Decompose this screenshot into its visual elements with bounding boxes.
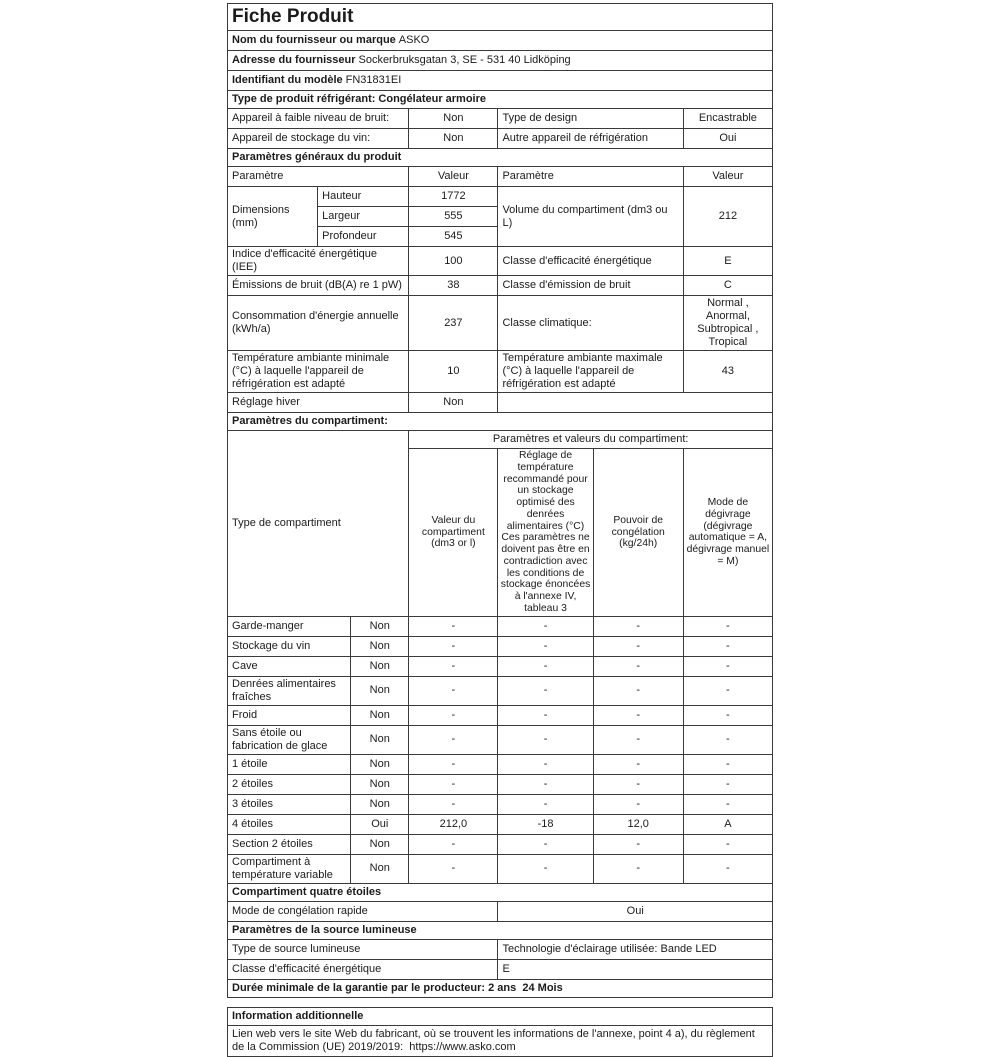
compartment-label: Compartiment à température variable — [228, 854, 351, 883]
compartment-defrost: - — [683, 754, 772, 774]
general-label: Température ambiante minimale (°C) à laquelle l'appareil de réfrigération est adapté — [228, 351, 409, 393]
compartment-volume: 212,0 — [409, 814, 498, 834]
compartment-type-header: Type de compartiment — [228, 431, 409, 617]
light-label: Classe d'efficacité énergétique — [228, 959, 498, 979]
compartment-freeze: - — [593, 656, 683, 676]
volume-value: 212 — [683, 187, 772, 247]
general-value: 10 — [409, 351, 498, 393]
section-light-row — [228, 921, 773, 939]
compartment-subheader: Paramètres et valeurs du compartiment: — [409, 431, 773, 449]
additional-info-title: Information additionnelle — [228, 1007, 773, 1025]
compartment-volume: - — [409, 705, 498, 725]
compartment-defrost: - — [683, 616, 772, 636]
compartment-label: Stockage du vin — [228, 636, 351, 656]
general-value: 237 — [409, 296, 498, 351]
compartment-label: 1 étoile — [228, 754, 351, 774]
compartment-row — [228, 794, 773, 814]
product-type-label: Type de produit réfrigérant: — [232, 93, 376, 106]
warranty-row — [228, 979, 773, 997]
compartment-present: Non — [351, 705, 409, 725]
general-label: Classe d'efficacité énergétique — [498, 247, 683, 276]
compartment-defrost: - — [683, 854, 772, 883]
light-row — [228, 939, 773, 959]
compartment-row — [228, 774, 773, 794]
title-row — [228, 4, 773, 31]
general-header-param: Paramètre — [228, 167, 409, 187]
compartment-label: Section 2 étoiles — [228, 834, 351, 854]
compartment-present: Non — [351, 725, 409, 754]
fast-freeze-value: Oui — [498, 901, 773, 921]
general-value: E — [683, 247, 772, 276]
supplier-address-label: Adresse du fournisseur — [232, 54, 356, 67]
dimension-name: Profondeur — [318, 227, 409, 247]
general-row — [228, 296, 773, 351]
model-id-value: FN31831EI — [345, 74, 402, 87]
dimension-name: Largeur — [318, 207, 409, 227]
compartment-temp: -18 — [498, 814, 593, 834]
section-general-title: Paramètres généraux du produit — [228, 149, 773, 167]
compartment-row — [228, 725, 773, 754]
product-type-row — [228, 91, 773, 109]
additional-info-text-row — [228, 1025, 773, 1056]
compartment-defrost: - — [683, 725, 772, 754]
compartment-volume: - — [409, 854, 498, 883]
dimension-value: 545 — [409, 227, 498, 247]
product-type-cell — [228, 91, 773, 109]
compartment-temp: - — [498, 774, 593, 794]
compartment-row — [228, 705, 773, 725]
general-header-value: Valeur — [409, 167, 498, 187]
section-light-title: Paramètres de la source lumineuse — [228, 921, 773, 939]
warranty-text: Durée minimale de la garantie par le producteur: 2 ans 24 Mois — [228, 979, 773, 997]
supplier-name-cell — [228, 31, 773, 51]
additional-info-text: Lien web vers le site Web du fabricant, où se trouvent les informations de l'annexe, point 4 a), du règlement de la Commission (UE) 2019/2019: https://www.asko.com — [228, 1025, 773, 1056]
compartment-row — [228, 834, 773, 854]
section-four-star-row — [228, 883, 773, 901]
general-row — [228, 247, 773, 276]
compartment-temp: - — [498, 656, 593, 676]
compartment-label: Denrées alimentaires fraîches — [228, 676, 351, 705]
fast-freeze-label: Mode de congélation rapide — [228, 901, 498, 921]
additional-info-header-row — [228, 1007, 773, 1025]
compartment-temp: - — [498, 676, 593, 705]
general-label: Classe climatique: — [498, 296, 683, 351]
general-label: Température ambiante maximale (°C) à laquelle l'appareil de réfrigération est adapté — [498, 351, 683, 393]
compartment-row — [228, 676, 773, 705]
dimension-name: Hauteur — [318, 187, 409, 207]
attribute-value: Oui — [683, 129, 772, 149]
section-compartment-row — [228, 413, 773, 431]
compartment-defrost: - — [683, 676, 772, 705]
compartment-freeze: - — [593, 636, 683, 656]
compartment-present: Non — [351, 774, 409, 794]
volume-label: Volume du compartiment (dm3 ou L) — [498, 187, 683, 247]
compartment-present: Non — [351, 616, 409, 636]
compartment-col-header: Valeur du compartiment (dm3 or l) — [409, 449, 498, 617]
general-label: Indice d'efficacité énergétique (IEE) — [228, 247, 409, 276]
section-four-star-title: Compartiment quatre étoiles — [228, 883, 773, 901]
attribute-label: Appareil à faible niveau de bruit: — [228, 109, 409, 129]
compartment-present: Non — [351, 656, 409, 676]
winter-row — [228, 393, 773, 413]
compartment-present: Non — [351, 794, 409, 814]
compartment-volume: - — [409, 834, 498, 854]
light-value: E — [498, 959, 773, 979]
winter-label: Réglage hiver — [228, 393, 409, 413]
compartment-freeze: - — [593, 834, 683, 854]
compartment-row — [228, 636, 773, 656]
additional-info-table — [227, 1007, 773, 1057]
compartment-volume: - — [409, 794, 498, 814]
general-value: Normal , Anormal, Subtropical , Tropical — [683, 296, 772, 351]
model-id-cell — [228, 71, 773, 91]
page-title: Fiche Produit — [228, 4, 773, 31]
general-label: Émissions de bruit (dB(A) re 1 pW) — [228, 276, 409, 296]
winter-value: Non — [409, 393, 498, 413]
compartment-row — [228, 656, 773, 676]
compartment-present: Non — [351, 854, 409, 883]
supplier-address-row — [228, 51, 773, 71]
compartment-defrost: - — [683, 705, 772, 725]
section-general-row — [228, 149, 773, 167]
light-row — [228, 959, 773, 979]
dimension-value: 555 — [409, 207, 498, 227]
general-header-value: Valeur — [683, 167, 772, 187]
compartment-label: 2 étoiles — [228, 774, 351, 794]
compartment-defrost: - — [683, 774, 772, 794]
supplier-name-value: ASKO — [398, 34, 430, 47]
compartment-present: Non — [351, 834, 409, 854]
compartment-row — [228, 616, 773, 636]
light-label: Type de source lumineuse — [228, 939, 498, 959]
supplier-name-row — [228, 31, 773, 51]
compartment-volume: - — [409, 676, 498, 705]
attribute-row — [228, 129, 773, 149]
compartment-volume: - — [409, 636, 498, 656]
compartment-defrost: - — [683, 834, 772, 854]
compartment-temp: - — [498, 754, 593, 774]
compartment-label: Cave — [228, 656, 351, 676]
compartment-defrost: - — [683, 636, 772, 656]
attribute-value: Encastrable — [683, 109, 772, 129]
attribute-value: Non — [409, 129, 498, 149]
product-fiche — [227, 3, 773, 1057]
dimensions-label: Dimensions (mm) — [228, 187, 318, 247]
compartment-col-header: Mode de dégivrage (dégivrage automatique = A, dégivrage manuel = M) — [683, 449, 772, 617]
dimension-value: 1772 — [409, 187, 498, 207]
general-row — [228, 351, 773, 393]
general-row — [228, 276, 773, 296]
compartment-defrost: - — [683, 794, 772, 814]
compartment-label: Sans étoile ou fabrication de glace — [228, 725, 351, 754]
compartment-volume: - — [409, 725, 498, 754]
compartment-freeze: - — [593, 676, 683, 705]
compartment-volume: - — [409, 656, 498, 676]
compartment-freeze: - — [593, 854, 683, 883]
compartment-volume: - — [409, 616, 498, 636]
product-sheet-table — [227, 3, 773, 998]
model-id-row — [228, 71, 773, 91]
general-label: Consommation d'énergie annuelle (kWh/a) — [228, 296, 409, 351]
compartment-volume: - — [409, 774, 498, 794]
attribute-label: Appareil de stockage du vin: — [228, 129, 409, 149]
compartment-row — [228, 854, 773, 883]
light-value: Technologie d'éclairage utilisée: Bande LED — [498, 939, 773, 959]
compartment-freeze: - — [593, 794, 683, 814]
general-value: 43 — [683, 351, 772, 393]
attribute-label: Type de design — [498, 109, 683, 129]
compartment-temp: - — [498, 834, 593, 854]
section-gap — [227, 998, 773, 1007]
general-value: 38 — [409, 276, 498, 296]
compartment-defrost: - — [683, 656, 772, 676]
compartment-freeze: - — [593, 725, 683, 754]
compartment-freeze: - — [593, 616, 683, 636]
compartment-volume: - — [409, 754, 498, 774]
compartment-temp: - — [498, 794, 593, 814]
supplier-address-cell — [228, 51, 773, 71]
compartment-col-header: Pouvoir de congélation (kg/24h) — [593, 449, 683, 617]
supplier-address-value: Sockerbruksgatan 3, SE - 531 40 Lidköping — [358, 54, 571, 67]
compartment-row — [228, 814, 773, 834]
empty-cell — [498, 393, 773, 413]
compartment-present: Non — [351, 636, 409, 656]
compartment-label: Garde-manger — [228, 616, 351, 636]
compartment-defrost: A — [683, 814, 772, 834]
general-header-row — [228, 167, 773, 187]
compartment-col-header: Réglage de température recommandé pour un stockage optimisé des denrées alimentaires (°C) Ces paramètres ne doivent pas être en contradiction avec les conditions de stockage énoncées à l'annexe IV, tableau 3 — [498, 449, 593, 617]
compartment-temp: - — [498, 705, 593, 725]
compartment-temp: - — [498, 725, 593, 754]
compartment-present: Oui — [351, 814, 409, 834]
attribute-label: Autre appareil de réfrigération — [498, 129, 683, 149]
compartment-row — [228, 754, 773, 774]
compartment-label: 4 étoiles — [228, 814, 351, 834]
compartment-present: Non — [351, 754, 409, 774]
attribute-value: Non — [409, 109, 498, 129]
compartment-present: Non — [351, 676, 409, 705]
compartment-temp: - — [498, 636, 593, 656]
compartment-label: Froid — [228, 705, 351, 725]
general-value: 100 — [409, 247, 498, 276]
compartment-freeze: - — [593, 774, 683, 794]
compartment-freeze: - — [593, 754, 683, 774]
general-value: C — [683, 276, 772, 296]
attribute-row — [228, 109, 773, 129]
product-type-value: Congélateur armoire — [378, 93, 487, 106]
model-id-label: Identifiant du modèle — [232, 74, 343, 87]
section-compartment-title: Paramètres du compartiment: — [228, 413, 773, 431]
compartment-freeze: - — [593, 705, 683, 725]
compartment-label: 3 étoiles — [228, 794, 351, 814]
dimensions-row — [228, 187, 773, 207]
compartment-freeze: 12,0 — [593, 814, 683, 834]
supplier-name-label: Nom du fournisseur ou marque — [232, 34, 396, 47]
fast-freeze-row — [228, 901, 773, 921]
compartment-temp: - — [498, 854, 593, 883]
compartment-temp: - — [498, 616, 593, 636]
general-header-param: Paramètre — [498, 167, 683, 187]
compartment-subheader-row — [228, 431, 773, 449]
general-label: Classe d'émission de bruit — [498, 276, 683, 296]
